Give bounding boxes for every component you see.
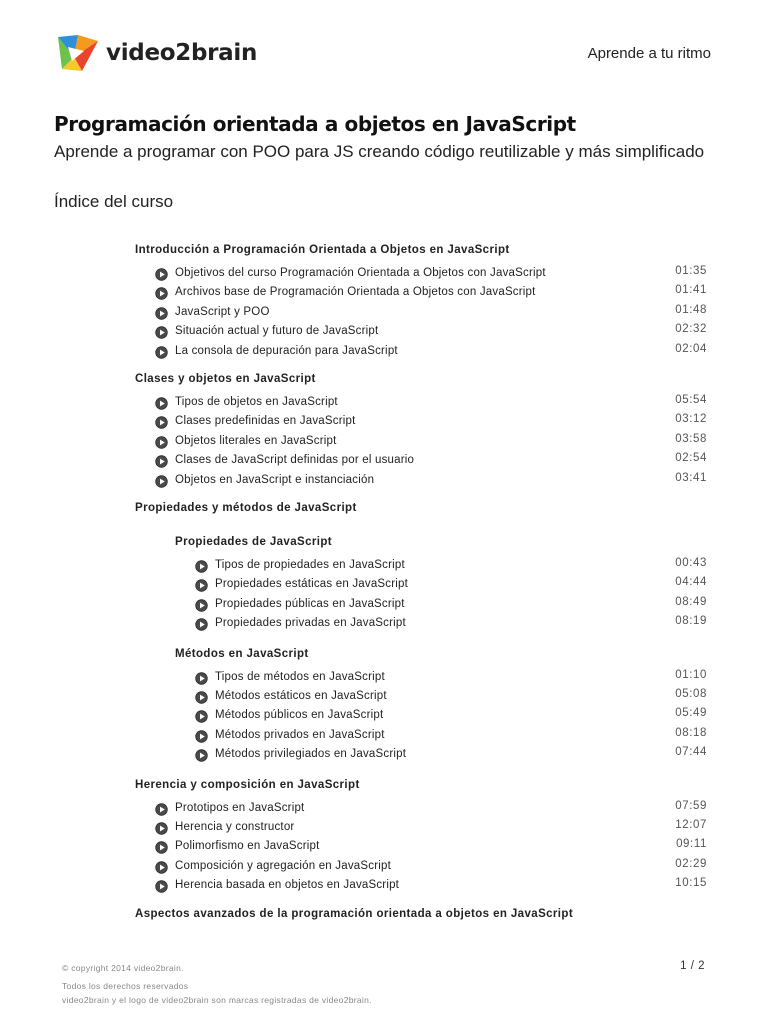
lesson-item[interactable] — [0, 708, 768, 726]
play-bullet-icon — [155, 861, 168, 874]
section-title: Clases y objetos en JavaScript — [135, 373, 316, 385]
section-title: Herencia y composición en JavaScript — [135, 778, 360, 791]
play-bullet-icon — [195, 618, 208, 631]
lesson-title: JavaScript y POO — [175, 305, 270, 318]
lesson-duration: 03:12 — [675, 413, 707, 426]
lesson-item[interactable] — [0, 689, 768, 707]
play-bullet-icon — [155, 436, 168, 449]
course-subtitle: Aprende a programar con POO para JS creando código reutilizable y más simplificado — [54, 142, 705, 161]
lesson-title: Objetivos del curso Programación Orientada a Objetos con JavaScript — [175, 267, 546, 279]
play-bullet-icon — [155, 822, 168, 835]
lesson-title: Prototipos en JavaScript — [175, 801, 305, 814]
lesson-item[interactable] — [0, 344, 768, 362]
lesson-duration: 05:49 — [675, 707, 707, 720]
lesson-item[interactable] — [0, 324, 768, 342]
lesson-title: Métodos privados en JavaScript — [215, 728, 385, 741]
lesson-duration: 08:49 — [675, 595, 707, 608]
lesson-duration: 09:11 — [676, 838, 707, 851]
lesson-item[interactable] — [0, 305, 768, 323]
lesson-item[interactable] — [0, 670, 768, 688]
section-title: Introducción a Programación Orientada a Objetos en JavaScript — [135, 244, 510, 256]
lesson-title: Propiedades estáticas en JavaScript — [215, 578, 409, 591]
lesson-duration: 00:43 — [675, 557, 707, 569]
play-bullet-icon — [155, 416, 168, 429]
lesson-duration: 01:41 — [675, 284, 707, 297]
lesson-duration: 03:58 — [675, 432, 707, 445]
lesson-item[interactable] — [0, 558, 768, 576]
lesson-duration: 02:32 — [675, 323, 707, 336]
lesson-title: Tipos de objetos en JavaScript — [175, 396, 338, 408]
subsection-title: Métodos en JavaScript — [175, 647, 309, 660]
index-heading: Índice del curso — [54, 192, 174, 211]
subsection-title: Propiedades de JavaScript — [175, 536, 333, 548]
lesson-title: Clases predefinidas en JavaScript — [175, 415, 356, 428]
lesson-item[interactable] — [0, 597, 768, 615]
lesson-item[interactable] — [0, 395, 768, 413]
lesson-item[interactable] — [0, 820, 768, 838]
lesson-title: Métodos públicos en JavaScript — [215, 709, 384, 722]
lesson-item[interactable] — [0, 616, 768, 634]
lesson-title: Métodos estáticos en JavaScript — [215, 690, 387, 702]
lesson-duration: 02:04 — [675, 342, 707, 355]
page-header — [0, 0, 768, 80]
section-title: Aspectos avanzados de la programación orientada a objetos en JavaScript — [135, 907, 574, 920]
video2brain-logo-icon — [54, 33, 100, 73]
lesson-item[interactable] — [0, 801, 768, 819]
lesson-item[interactable] — [0, 434, 768, 452]
play-bullet-icon — [155, 455, 168, 468]
play-bullet-icon — [195, 672, 208, 685]
lesson-item[interactable] — [0, 859, 768, 877]
play-bullet-icon — [155, 880, 168, 893]
lesson-duration: 05:54 — [675, 394, 707, 406]
play-bullet-icon — [195, 710, 208, 723]
lesson-item[interactable] — [0, 285, 768, 303]
play-bullet-icon — [195, 691, 208, 704]
play-bullet-icon — [155, 307, 168, 320]
lesson-item[interactable] — [0, 728, 768, 746]
lesson-title: Polimorfismo en JavaScript — [175, 840, 320, 853]
lesson-title: Métodos privilegiados en JavaScript — [215, 748, 407, 761]
lesson-duration: 08:19 — [675, 615, 707, 628]
play-bullet-icon — [155, 397, 168, 410]
lesson-title: Herencia y constructor — [175, 821, 295, 833]
footer-copyright: © copyright 2014 video2brain. — [62, 963, 184, 973]
lesson-title: Propiedades privadas en JavaScript — [215, 617, 406, 630]
lesson-duration: 04:44 — [675, 576, 707, 589]
play-bullet-icon — [155, 841, 168, 854]
play-bullet-icon — [155, 346, 168, 359]
brand-name: video2brain — [106, 40, 258, 66]
lesson-item[interactable] — [0, 453, 768, 471]
play-bullet-icon — [155, 268, 168, 281]
play-bullet-icon — [195, 560, 208, 573]
lesson-duration: 10:15 — [675, 877, 707, 890]
footer-trademark: video2brain y el logo de video2brain son marcas registradas de video2brain. — [62, 995, 372, 1005]
page-number: 1 / 2 — [680, 960, 705, 972]
lesson-duration: 01:10 — [675, 668, 707, 681]
brand-logo[interactable] — [54, 33, 257, 73]
lesson-item[interactable] — [0, 747, 768, 765]
lesson-title: Objetos en JavaScript e instanciación — [175, 473, 375, 486]
lesson-duration: 12:07 — [675, 819, 707, 831]
lesson-title: Composición y agregación en JavaScript — [175, 859, 391, 872]
play-bullet-icon — [155, 326, 168, 339]
lesson-duration: 07:59 — [675, 799, 707, 812]
lesson-title: Clases de JavaScript definidas por el usuario — [175, 454, 415, 467]
lesson-duration: 03:41 — [675, 471, 707, 484]
lesson-duration: 05:08 — [675, 688, 707, 700]
play-bullet-icon — [155, 475, 168, 488]
play-bullet-icon — [155, 803, 168, 816]
lesson-duration: 02:54 — [675, 452, 707, 465]
lesson-item[interactable] — [0, 473, 768, 491]
play-bullet-icon — [195, 730, 208, 743]
lesson-title: Tipos de métodos en JavaScript — [215, 670, 385, 683]
lesson-duration: 02:29 — [675, 857, 707, 870]
tagline: Aprende a tu ritmo — [587, 45, 711, 62]
course-title: Programación orientada a objetos en JavaScript — [54, 112, 576, 136]
lesson-title: Objetos literales en JavaScript — [175, 434, 337, 447]
lesson-item[interactable] — [0, 266, 768, 284]
lesson-title: Propiedades públicas en JavaScript — [215, 597, 405, 610]
play-bullet-icon — [195, 599, 208, 612]
lesson-duration: 07:44 — [675, 746, 707, 759]
lesson-title: Archivos base de Programación Orientada a Objetos con JavaScript — [175, 286, 536, 299]
lesson-item[interactable] — [0, 839, 768, 857]
lesson-item[interactable] — [0, 878, 768, 896]
lesson-item[interactable] — [0, 577, 768, 595]
lesson-title: Tipos de propiedades en JavaScript — [215, 559, 405, 571]
lesson-title: Herencia basada en objetos en JavaScript — [175, 879, 400, 892]
footer-rights: Todos los derechos reservados — [62, 981, 189, 991]
section-title: Propiedades y métodos de JavaScript — [135, 502, 357, 514]
play-bullet-icon — [155, 287, 168, 300]
lesson-item[interactable] — [0, 414, 768, 432]
play-bullet-icon — [195, 749, 208, 762]
lesson-duration: 01:35 — [675, 265, 707, 277]
lesson-duration: 01:48 — [675, 303, 707, 316]
lesson-title: Situación actual y futuro de JavaScript — [175, 325, 379, 338]
lesson-duration: 08:18 — [675, 726, 707, 739]
play-bullet-icon — [195, 579, 208, 592]
lesson-title: La consola de depuración para JavaScript — [175, 344, 398, 357]
